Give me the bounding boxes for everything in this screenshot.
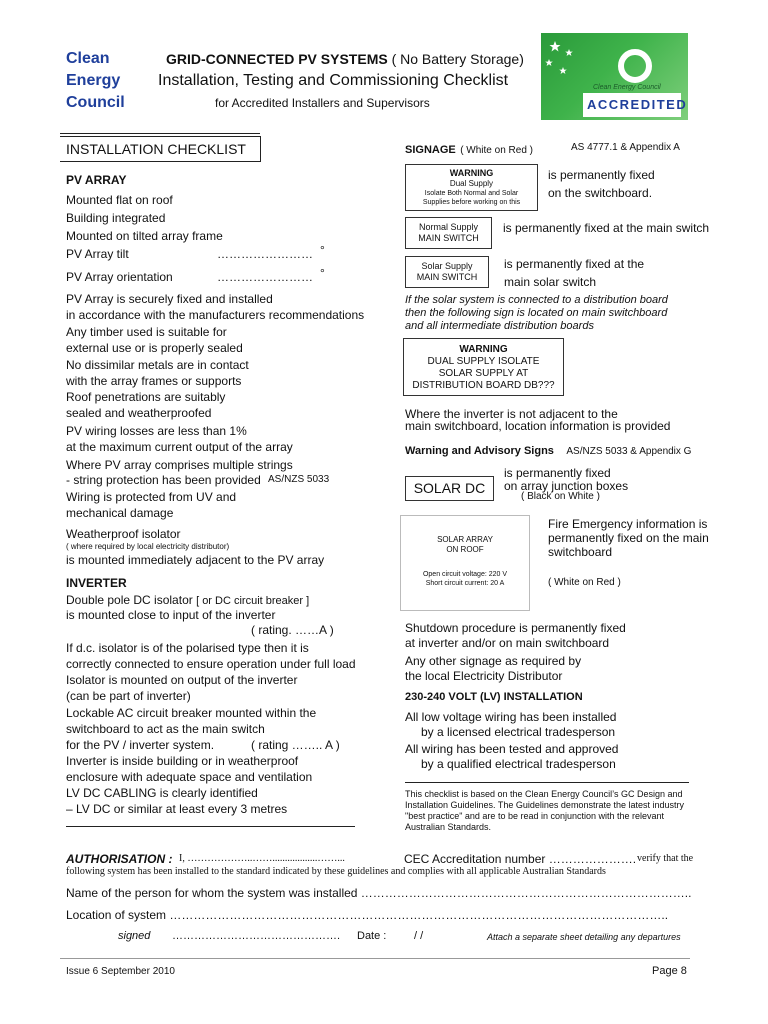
verify-text-1: verify that the <box>637 853 694 864</box>
warning-sign-title: WARNING <box>459 344 508 355</box>
not-adjacent-line-2: main switchboard, location information is provided <box>405 419 671 433</box>
other-signage-line-2: the local Electricity Distributor <box>405 669 563 683</box>
footer-issue: Issue 6 September 2010 <box>66 966 175 977</box>
header-title-rest: ( No Battery Storage) <box>387 51 524 67</box>
strings-standard: AS/NZS 5033 <box>268 474 330 485</box>
solar-supply-sign <box>405 256 489 288</box>
tilt-label: PV Array tilt <box>66 247 129 261</box>
lv-line-4: by a qualified electrical tradesperson <box>421 757 616 771</box>
dc-isolator-line-1 <box>66 593 309 608</box>
lv-heading: 230-240 VOLT (LV) INSTALLATION <box>405 691 583 703</box>
note-line-1: This checklist is based on the Clean Energy Council’s GC Design and <box>405 789 683 799</box>
signage-standard: AS 4777.1 & Appendix A <box>571 142 680 153</box>
fire-sign-line-4: Short circuit current: 20 A <box>425 580 505 587</box>
verify-text-2: following system has been installed to the standard indicated by these guidelines and complies with all applicable Australian Standards <box>66 866 606 877</box>
solar-supply-text-1: is permanently fixed at the <box>504 257 645 271</box>
dc-isolator-text: Double pole DC isolator <box>66 593 193 607</box>
solar-supply-line: Solar Supply <box>421 261 473 271</box>
enclosure-line-2: enclosure with adequate space and ventilation <box>66 770 313 784</box>
normal-supply-sign <box>405 217 492 249</box>
normal-supply-line: MAIN SWITCH <box>418 233 479 243</box>
fire-note: ( White on Red ) <box>548 577 621 588</box>
other-signage-line-1: Any other signage as required by <box>405 654 582 668</box>
polarised-line-2: correctly connected to ensure operation under full load <box>66 657 356 671</box>
ac-breaker-line-2: switchboard to act as the main switch <box>66 722 265 736</box>
fire-sign-line-2: ON ROOF <box>446 545 484 554</box>
left-bottom-rule <box>66 826 355 827</box>
installed-for-field[interactable]: Name of the person for whom the system was installed ……………………………………………………………………….. <box>66 886 692 900</box>
signature-field[interactable]: ………………………………………. <box>172 930 341 942</box>
ac-rating: ( rating …….. A ) <box>251 738 340 752</box>
lv-line-3: All wiring has been tested and approved <box>405 742 619 756</box>
solar-supply-text-2: main solar switch <box>504 275 597 289</box>
header-title <box>166 51 524 68</box>
warning-sign-line: SOLAR SUPPLY AT <box>438 368 529 379</box>
section-title-rule <box>60 133 260 134</box>
losses-line-1: PV wiring losses are less than 1% <box>66 424 247 438</box>
warning-sign-line: DUAL SUPPLY ISOLATE <box>427 356 540 367</box>
solar-dc-note: ( Black on White ) <box>521 491 600 502</box>
dc-isolator-line-2: is mounted close to input of the inverter <box>66 608 276 622</box>
warning-sign-line: Isolate Both Normal and Solar <box>424 190 519 197</box>
authorisation-name-dots[interactable]: I, ………………..……..................……... <box>179 853 345 864</box>
brand-energy: Energy <box>66 72 121 89</box>
logo-ring-icon <box>618 49 652 83</box>
brand-council: Council <box>66 94 125 111</box>
fire-sign-line-1: SOLAR ARRAY <box>437 535 493 544</box>
metals-line-1: No dissimilar metals are in contact <box>66 358 249 372</box>
orientation-dots: …………………… <box>217 270 313 284</box>
warning-sign-line: DISTRIBUTION BOARD DB??? <box>412 380 555 391</box>
roof-line-1: Roof penetrations are suitably <box>66 390 226 404</box>
warning-sign-title: WARNING <box>449 168 494 178</box>
dc-rating: ( rating. ……A ) <box>251 623 334 637</box>
ac-breaker-line-3: for the PV / inverter system. <box>66 738 215 752</box>
note-line-3: "best practice" and are to be read in conjunction with the relevant <box>405 811 665 821</box>
isolator-line-1: Weatherproof isolator <box>66 527 181 541</box>
attach-note: Attach a separate sheet detailing any departures <box>487 932 681 942</box>
section-title-box: INSTALLATION CHECKLIST <box>60 136 261 162</box>
building-integrated: Building integrated <box>66 211 166 225</box>
warning-sign-line: Supplies before working on this <box>422 199 521 206</box>
strings-line-1: Where PV array comprises multiple strings <box>66 458 293 472</box>
distribution-line-2: then the following sign is located on main switchboard <box>405 307 668 319</box>
tilt-dots: …………………… <box>217 247 313 261</box>
metals-line-2: with the array frames or supports <box>66 374 242 388</box>
fire-text-3: switchboard <box>548 545 613 559</box>
fire-text-1: Fire Emergency information is <box>548 517 708 531</box>
solar-supply-line: MAIN SWITCH <box>416 272 478 282</box>
note-rule <box>405 782 689 783</box>
brand-clean: Clean <box>66 50 110 67</box>
date-label: Date : <box>357 930 387 942</box>
roof-line-2: sealed and weatherproofed <box>66 406 212 420</box>
isolator-output-line-1: Isolator is mounted on output of the inverter <box>66 673 298 687</box>
not-adjacent-line-1: Where the inverter is not adjacent to the <box>405 407 618 421</box>
cec-number-field[interactable]: CEC Accreditation number …………………. <box>404 852 637 866</box>
fire-sign-line-3: Open circuit voltage: 220 V <box>422 571 508 578</box>
uv-line-2: mechanical damage <box>66 506 174 520</box>
advisory-label: Warning and Advisory Signs <box>405 445 554 457</box>
note-line-2: Installation Guidelines. The Guidelines demonstrate the latest industry <box>405 800 684 810</box>
inverter-heading: INVERTER <box>66 576 127 590</box>
lv-line-2: by a licensed electrical tradesperson <box>421 725 616 739</box>
lvdc-line-1: LV DC CABLING is clearly identified <box>66 786 258 800</box>
fire-emergency-sign <box>400 515 530 611</box>
signage-label: SIGNAGE <box>405 144 456 156</box>
enclosure-line-1: Inverter is inside building or in weatherproof <box>66 754 299 768</box>
advisory-standard: AS/NZS 5033 & Appendix G <box>566 446 692 457</box>
warning-sign-line: Dual Supply <box>449 179 494 188</box>
advisory-heading <box>405 441 691 459</box>
distribution-line-3: and all intermediate distribution boards <box>405 320 594 332</box>
warning-sign-text-2: on the switchboard. <box>548 186 653 200</box>
distribution-line-1: If the solar system is connected to a distribution board <box>405 294 668 306</box>
orientation-label: PV Array orientation <box>66 270 173 284</box>
isolator-output-line-2: (can be part of inverter) <box>66 689 191 703</box>
logo-accredited-text: ACCREDITED <box>587 97 688 112</box>
solar-dc-text-2: on array junction boxes <box>504 479 629 493</box>
timber-line-1: Any timber used is suitable for <box>66 325 227 339</box>
dc-breaker-text: [ or DC circuit breaker ] <box>196 595 310 607</box>
shutdown-line-1: Shutdown procedure is permanently fixed <box>405 621 626 635</box>
tilt-degree: ° <box>320 243 325 257</box>
footer-page: Page 8 <box>652 965 687 977</box>
ac-breaker-line-1: Lockable AC circuit breaker mounted within the <box>66 706 317 720</box>
signed-label: signed <box>118 930 151 942</box>
solar-dc-text-1: is permanently fixed <box>504 466 611 480</box>
warning-sign-dual-supply <box>405 164 538 211</box>
secure-line-1: PV Array is securely fixed and installed <box>66 292 273 306</box>
header-subtitle: Installation, Testing and Commissioning Checklist <box>158 72 509 89</box>
mounted-flat: Mounted flat on roof <box>66 193 173 207</box>
polarised-line-1: If d.c. isolator is of the polarised type then it is <box>66 641 309 655</box>
lv-line-1: All low voltage wiring has been installed <box>405 710 617 724</box>
logo-small-text: Clean Energy Council <box>593 84 661 91</box>
signage-note: ( White on Red ) <box>460 145 533 156</box>
footer-rule <box>60 958 690 959</box>
warning-sign-text-1: is permanently fixed <box>548 168 655 182</box>
authorisation-label: AUTHORISATION : <box>66 852 173 866</box>
accredited-logo <box>541 33 688 120</box>
isolator-line-2: is mounted immediately adjacent to the PV array <box>66 553 325 567</box>
lvdc-line-2: – LV DC or similar at least every 3 metres <box>66 802 288 816</box>
solar-dc-sign: SOLAR DC <box>405 476 494 501</box>
location-field[interactable]: Location of system …………………………………………………………………………………………………………….. <box>66 908 669 922</box>
timber-line-2: external use or is properly sealed <box>66 341 243 355</box>
mounted-tilted: Mounted on tilted array frame <box>66 229 223 243</box>
fire-text-2: permanently fixed on the main <box>548 531 709 545</box>
header-audience: for Accredited Installers and Supervisors <box>215 96 430 110</box>
pv-array-heading: PV ARRAY <box>66 173 127 187</box>
orientation-degree: ° <box>320 266 325 280</box>
header-title-bold: GRID-CONNECTED PV SYSTEMS <box>166 51 388 67</box>
note-line-4: Australian Standards. <box>405 822 492 832</box>
isolator-note: ( where required by local electricity distributor) <box>66 542 230 551</box>
strings-line-2: - string protection has been provided <box>66 473 261 487</box>
losses-line-2: at the maximum current output of the array <box>66 440 293 454</box>
uv-line-1: Wiring is protected from UV and <box>66 490 237 504</box>
signage-heading <box>405 140 533 158</box>
secure-line-2: in accordance with the manufacturers recommendations <box>66 308 365 322</box>
normal-supply-line: Normal Supply <box>418 222 479 232</box>
shutdown-line-2: at inverter and/or on main switchboard <box>405 636 610 650</box>
date-field[interactable]: / / <box>414 930 424 942</box>
normal-supply-text: is permanently fixed at the main switch <box>503 221 710 235</box>
warning-sign-distribution <box>403 338 564 396</box>
